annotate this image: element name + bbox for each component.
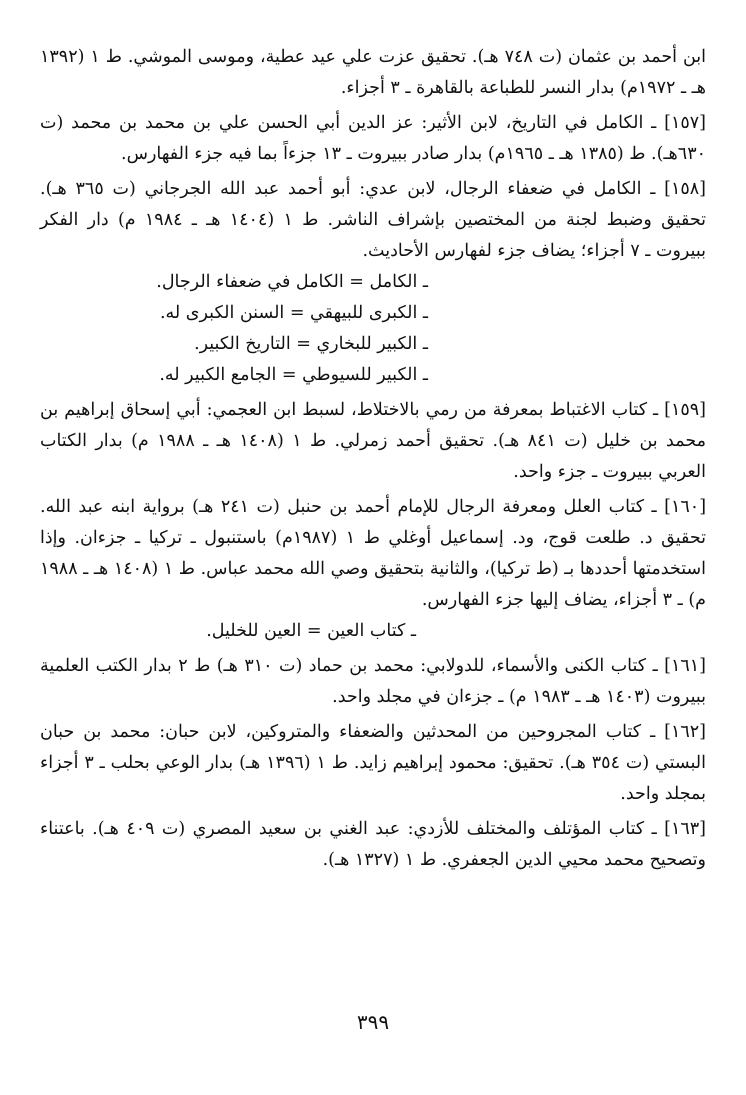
page-number: ٣٩٩ (356, 1010, 390, 1034)
cross-reference-item: ـ الكامل = الكامل في ضعفاء الرجال. (156, 272, 428, 292)
bibliography-entry-159 (40, 395, 706, 488)
bibliography-entry-163 (40, 814, 706, 876)
entry-text: [١٥٨] ـ الكامل في ضعفاء الرجال، لابن عدي: أبو أحمد عبد الله الجرجاني (ت ٣٦٥ هـ). تحقيق وضبط لجنة من المختصين بإشراف الناشر. ط ١ (١٤٠٤ هـ ـ ١٩٨٤ م) دار الفكر ببيروت ـ ٧ أجزاء؛ يضاف جزء لفهارس الأحاديث. (40, 179, 707, 261)
entry-text: [١٦١] ـ كتاب الكنى والأسماء، للدولابي: محمد بن حماد (ت ٣١٠ هـ) ط ٢ بدار الكتب العلمية ببيروت (١٤٠٣ هـ ـ ١٩٨٣ م) ـ جزءان في مجلد واحد. (40, 656, 706, 707)
bibliography-entry-157 (40, 108, 706, 170)
cross-reference-item: ـ الكبير للسيوطي = الجامع الكبير له. (159, 365, 428, 385)
entry-text: [١٦٣] ـ كتاب المؤتلف والمختلف للأزدي: عبد الغني بن سعيد المصري (ت ٤٠٩ هـ). باعتناء وتصحيح محمد محيي الدين الجعفري. ط ١ (١٣٢٧ هـ). (40, 819, 706, 870)
cross-reference-item: ـ كتاب العين = العين للخليل. (206, 621, 416, 641)
bibliography-text (40, 42, 706, 876)
cross-reference-item: ـ الكبرى للبيهقي = السنن الكبرى له. (159, 303, 428, 323)
cross-reference-list (40, 616, 706, 647)
bibliography-entry-continued (40, 42, 706, 104)
entry-text: ابن أحمد بن عثمان (ت ٧٤٨ هـ). تحقيق عزت علي عيد عطية، وموسى الموشي. ط ١ (١٣٩٢ هـ ـ ١٩٧٢م) بدار النسر للطباعة بالقاهرة ـ ٣ أجزاء. (40, 47, 706, 98)
entry-text: [١٥٩] ـ كتاب الاغتباط بمعرفة من رمي بالاختلاط، لسبط ابن العجمي: أبي إسحاق إبراهيم بن محمد بن خليل (ت ٨٤١ هـ). تحقيق أحمد زمرلي. ط ١ (١٤٠٨ هـ ـ ١٩٨٨ م) بدار الكتاب العربي ببيروت ـ جزء واحد. (40, 400, 706, 482)
bibliography-entry-161 (40, 651, 706, 713)
entry-text: [١٥٧] ـ الكامل في التاريخ، لابن الأثير: عز الدين أبي الحسن علي بن محمد بن محمد (ت ٦٣٠هـ). ط (١٣٨٥ هـ ـ ١٩٦٥م) بدار صادر ببيروت ـ ١٣ جزءاً بما فيه جزء الفهارس. (40, 113, 706, 164)
bibliography-entry-162 (40, 717, 706, 810)
bibliography-entry-160 (40, 492, 706, 647)
cross-reference-item: ـ الكبير للبخاري = التاريخ الكبير. (194, 334, 428, 354)
entry-text: [١٦٢] ـ كتاب المجروحين من المحدثين والضعفاء والمتروكين، لابن حبان: محمد بن حبان البستي (ت ٣٥٤ هـ). تحقيق: محمود إبراهيم زايد. ط ١ (١٣٩٦ هـ) بدار الوعي بحلب ـ ٣ أجزاء بمجلد واحد. (40, 722, 706, 804)
bibliography-entry-158 (40, 174, 706, 391)
cross-reference-list (40, 267, 706, 391)
entry-text: [١٦٠] ـ كتاب العلل ومعرفة الرجال للإمام أحمد بن حنبل (ت ٢٤١ هـ) برواية ابنه عبد الله. تحقيق د. طلعت قوج، ود. إسماعيل أوغلي ط ١ (١٩٨٧م) باستنبول ـ تركيا ـ جزءان. وإذا استخدمتها أحددها بـ (ط تركيا)، والثانية بتحقيق وصي الله محمد عباس. ط ١ (١٤٠٨ هـ ـ ١٩٨٨ م) ـ ٣ أجزاء، يضاف إليها جزء الفهارس. (40, 497, 707, 610)
